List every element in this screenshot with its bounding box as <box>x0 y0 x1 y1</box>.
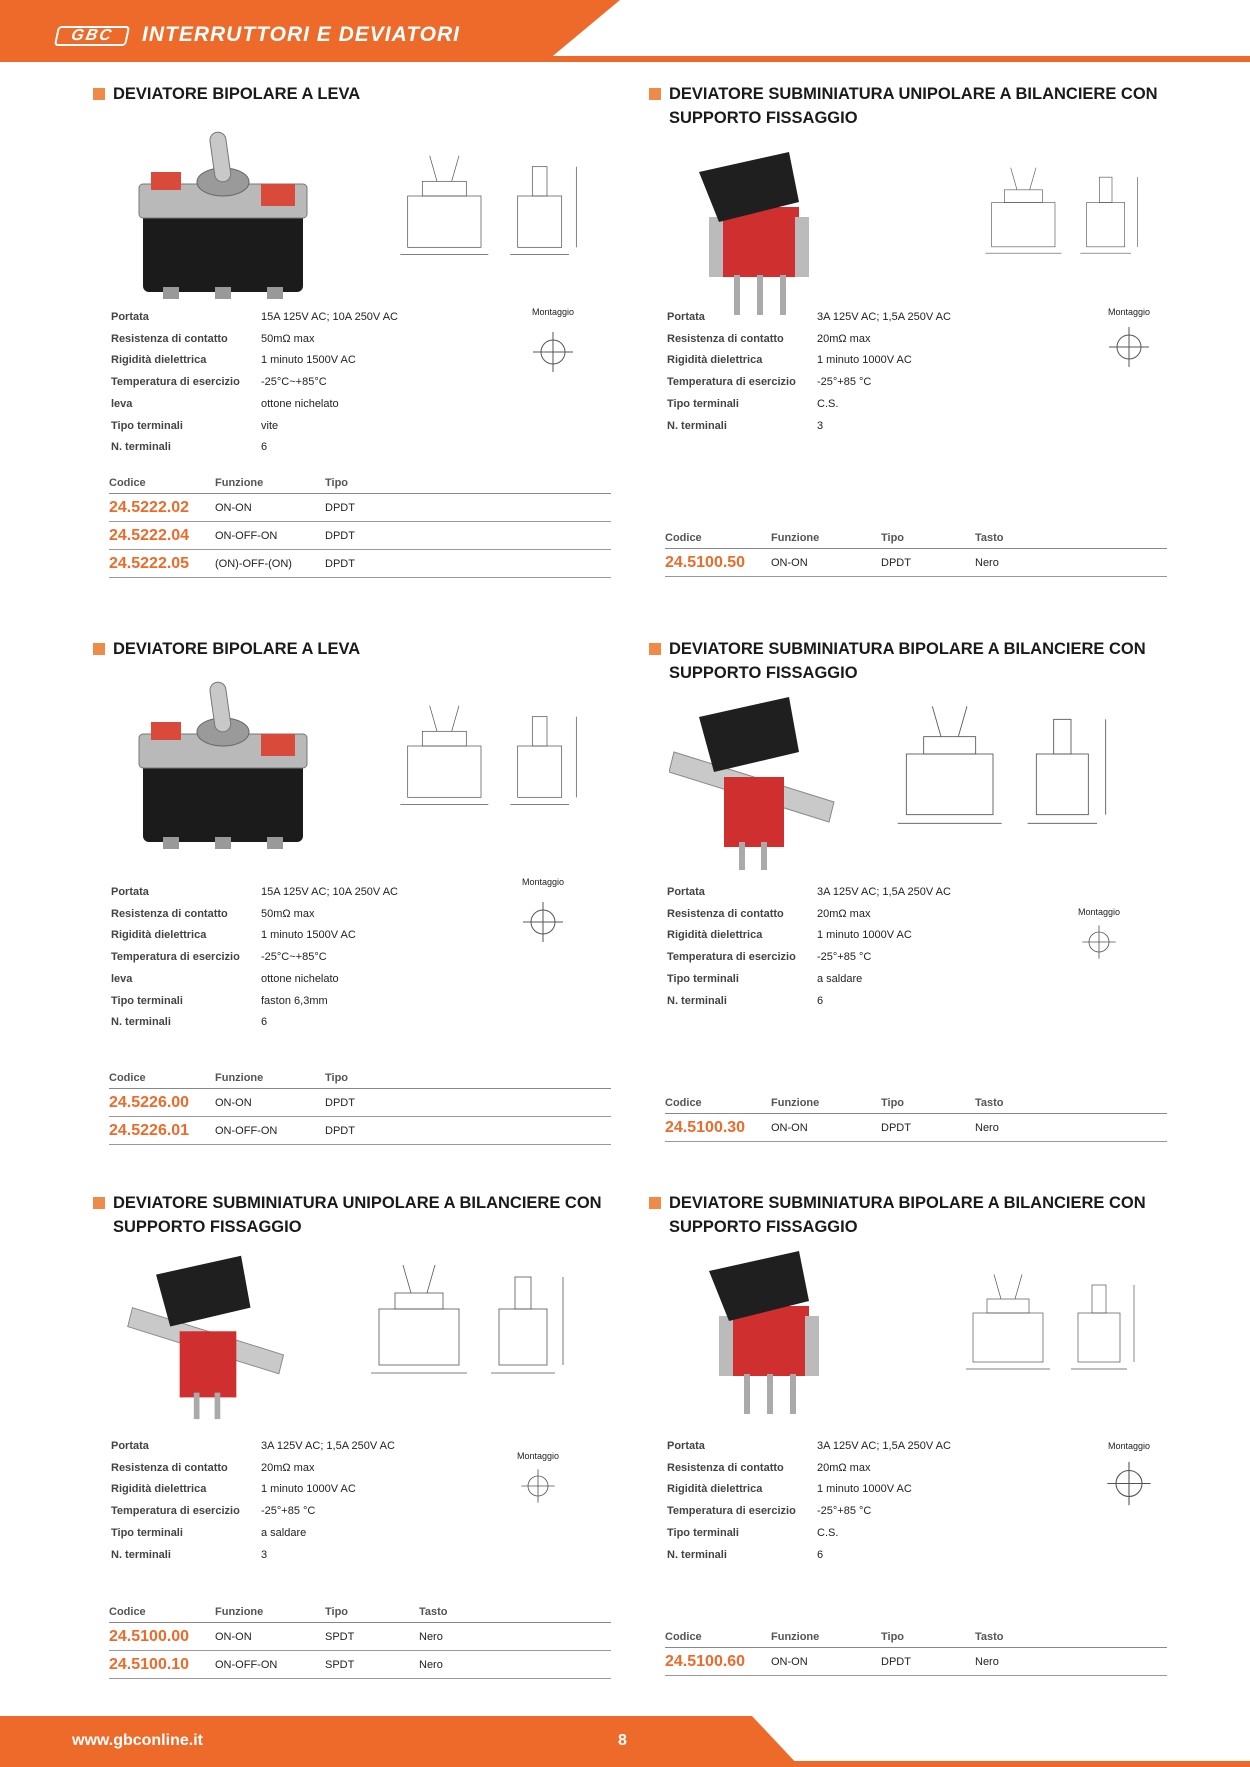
cell-funzione: ON-ON <box>771 556 808 569</box>
cell-tasto: Nero <box>975 1121 999 1134</box>
column-header-funzione: Funzione <box>771 1097 820 1109</box>
mounting-hole-drawing <box>1039 917 1159 967</box>
spec-value: -25°C~+85°C <box>261 951 327 964</box>
spec-value: 3A 125V AC; 1,5A 250V AC <box>817 1440 951 1452</box>
spec-row <box>667 969 951 991</box>
spec-value: 20mΩ max <box>817 1461 871 1474</box>
code-table-header <box>109 1601 611 1623</box>
column-header-funzione: Funzione <box>771 532 820 544</box>
spec-key: Tipo terminali <box>111 1526 183 1539</box>
spec-value: vite <box>261 419 279 432</box>
column-header-tipo: Tipo <box>881 1631 905 1643</box>
cell-funzione: ON-OFF-ON <box>215 1658 278 1671</box>
section-title: DEVIATORE BIPOLARE A LEVA <box>113 85 361 103</box>
spec-value: a saldare <box>817 972 863 985</box>
product-section <box>649 1191 1169 1691</box>
spec-row <box>667 372 951 394</box>
column-header-funzione: Funzione <box>215 1072 264 1084</box>
table-row <box>109 494 611 522</box>
code-table <box>109 472 611 578</box>
spec-value: 6 <box>817 1548 824 1561</box>
spec-key: Temperatura di esercizio <box>667 376 796 389</box>
mounting-diagram <box>513 877 573 961</box>
cell-tipo: DPDT <box>325 501 355 514</box>
spec-key: leva <box>111 397 133 410</box>
product-code[interactable]: 24.5222.04 <box>109 526 190 544</box>
spec-value: 20mΩ max <box>817 907 871 920</box>
mounting-hole-drawing <box>523 317 583 387</box>
spec-row <box>111 991 398 1013</box>
code-table <box>109 1067 611 1145</box>
column-header-codice: Codice <box>665 1631 702 1643</box>
spec-value: 1 minuto 1000V AC <box>817 354 912 367</box>
spec-key: Portata <box>667 886 705 898</box>
montaggio-label: Montaggio <box>516 1451 560 1461</box>
spec-row <box>667 882 951 904</box>
spec-table <box>667 307 951 437</box>
footer-rule <box>780 1761 1250 1767</box>
spec-key: Temperatura di esercizio <box>667 1505 796 1518</box>
cell-funzione: ON-ON <box>215 501 252 514</box>
spec-key: Resistenza di contatto <box>111 332 228 345</box>
spec-row <box>111 416 398 438</box>
spec-table <box>667 1436 951 1566</box>
cell-tasto: Nero <box>975 1655 999 1668</box>
cell-funzione: (ON)-OFF-(ON) <box>215 557 292 570</box>
spec-key: Portata <box>111 1440 149 1452</box>
spec-value: -25°+85 °C <box>817 1505 872 1518</box>
product-photo <box>133 672 313 852</box>
spec-key: N. terminali <box>667 1548 727 1561</box>
column-header-tasto: Tasto <box>975 1631 1004 1643</box>
page-footer <box>0 1716 1250 1767</box>
spec-value: -25°+85 °C <box>817 376 872 389</box>
technical-drawing <box>959 1246 1169 1401</box>
column-header-codice: Codice <box>109 1072 146 1084</box>
product-code[interactable]: 24.5100.60 <box>665 1652 746 1670</box>
mounting-hole-drawing <box>513 887 573 957</box>
spec-value: -25°+85 °C <box>817 951 872 964</box>
cell-tasto: Nero <box>419 1630 443 1643</box>
spec-key: Tipo terminali <box>111 419 183 432</box>
product-code[interactable]: 24.5226.01 <box>109 1121 190 1139</box>
spec-row <box>111 307 398 329</box>
code-table <box>665 1626 1167 1676</box>
spec-key: Resistenza di contatto <box>667 907 784 920</box>
spec-row <box>111 904 398 926</box>
spec-key: Portata <box>667 311 705 323</box>
cell-tipo: DPDT <box>881 1121 911 1134</box>
cell-funzione: ON-ON <box>771 1121 808 1134</box>
spec-value: -25°+85 °C <box>261 1505 316 1518</box>
cell-tipo: DPDT <box>325 557 355 570</box>
spec-row <box>111 329 398 351</box>
spec-key: Resistenza di contatto <box>667 1461 784 1474</box>
montaggio-label: Montaggio <box>531 307 575 317</box>
spec-value: 15A 125V AC; 10A 250V AC <box>261 311 398 323</box>
spec-key: Tipo terminali <box>111 994 183 1007</box>
spec-key: Temperatura di esercizio <box>111 1505 240 1518</box>
spec-key: Rigidità dielettrica <box>111 354 207 367</box>
spec-row <box>111 372 398 394</box>
code-table-header <box>109 472 611 494</box>
website-link[interactable]: www.gbconline.it <box>72 1732 203 1749</box>
column-header-codice: Codice <box>109 1606 146 1618</box>
product-photo <box>123 1251 293 1421</box>
page-header <box>0 0 1250 62</box>
spec-row <box>667 416 951 438</box>
cell-funzione: ON-ON <box>215 1630 252 1643</box>
technical-drawing <box>363 1246 603 1396</box>
column-header-tipo: Tipo <box>881 1097 905 1109</box>
product-photo <box>669 692 839 872</box>
spec-row <box>111 969 398 991</box>
product-section <box>649 82 1169 587</box>
column-header-tasto: Tasto <box>975 532 1004 544</box>
cell-funzione: ON-OFF-ON <box>215 529 278 542</box>
spec-key: Rigidità dielettrica <box>667 1483 763 1496</box>
spec-key: Resistenza di contatto <box>111 907 228 920</box>
spec-key: N. terminali <box>111 441 171 454</box>
cell-funzione: ON-ON <box>215 1096 252 1109</box>
montaggio-label: Montaggio <box>1107 1441 1151 1451</box>
column-header-codice: Codice <box>665 1097 702 1109</box>
spec-value: 1 minuto 1000V AC <box>817 929 912 942</box>
table-row <box>665 1114 1167 1142</box>
spec-key: Rigidità dielettrica <box>111 929 207 942</box>
spec-value: 3A 125V AC; 1,5A 250V AC <box>261 1440 395 1452</box>
spec-value: 1 minuto 1500V AC <box>261 354 356 367</box>
cell-funzione: ON-ON <box>771 1655 808 1668</box>
spec-row <box>111 394 398 416</box>
spec-row <box>667 1501 951 1523</box>
spec-value: 3 <box>261 1548 268 1561</box>
spec-value: C.S. <box>817 397 839 410</box>
spec-table <box>111 307 398 459</box>
spec-value: C.S. <box>817 1526 839 1539</box>
spec-value: 15A 125V AC; 10A 250V AC <box>261 886 398 898</box>
spec-key: Resistenza di contatto <box>667 332 784 345</box>
technical-drawing <box>889 687 1149 847</box>
table-row <box>665 549 1167 577</box>
column-header-codice: Codice <box>665 532 702 544</box>
column-header-funzione: Funzione <box>215 477 264 489</box>
gbc-logo: GBC <box>54 26 130 46</box>
spec-row <box>667 991 951 1013</box>
table-row <box>109 1117 611 1145</box>
mounting-diagram <box>483 1451 593 1515</box>
spec-value: 6 <box>817 994 824 1007</box>
spec-row <box>111 1436 395 1458</box>
spec-row <box>667 947 951 969</box>
column-header-funzione: Funzione <box>215 1606 264 1618</box>
spec-value: -25°C~+85°C <box>261 376 327 389</box>
spec-value: 1 minuto 1500V AC <box>261 929 356 942</box>
spec-row <box>111 1479 395 1501</box>
code-table-header <box>665 1626 1167 1648</box>
column-header-tipo: Tipo <box>325 477 349 489</box>
spec-row <box>667 329 951 351</box>
technical-drawing <box>393 127 613 287</box>
product-section <box>649 637 1169 1157</box>
spec-key: N. terminali <box>667 419 727 432</box>
spec-row <box>667 307 951 329</box>
product-section <box>93 82 613 587</box>
table-row <box>109 550 611 578</box>
spec-value: ottone nichelato <box>261 972 339 985</box>
spec-value: ottone nichelato <box>261 397 339 410</box>
table-row <box>109 522 611 550</box>
spec-table <box>667 882 951 1012</box>
page-title: INTERRUTTORI E DEVIATORI <box>142 23 461 46</box>
product-photo <box>689 1246 839 1416</box>
cell-tipo: DPDT <box>881 1655 911 1668</box>
cell-tasto: Nero <box>419 1658 443 1671</box>
spec-row <box>111 437 398 459</box>
code-table <box>665 1092 1167 1142</box>
spec-value: 3A 125V AC; 1,5A 250V AC <box>817 311 951 323</box>
spec-key: N. terminali <box>111 1016 171 1029</box>
code-table <box>109 1601 611 1679</box>
spec-key: N. terminali <box>111 1548 171 1561</box>
product-code[interactable]: 24.5226.00 <box>109 1093 190 1111</box>
column-header-tipo: Tipo <box>325 1072 349 1084</box>
spec-value: 3A 125V AC; 1,5A 250V AC <box>817 886 951 898</box>
spec-key: Portata <box>111 886 149 898</box>
section-title: DEVIATORE SUBMINIATURA UNIPOLARE A BILANCIERE CON SUPPORTO FISSAGGIO <box>113 1194 602 1236</box>
spec-key: Portata <box>111 311 149 323</box>
cell-tipo: DPDT <box>325 1124 355 1137</box>
spec-row <box>667 1523 951 1545</box>
spec-row <box>667 1545 951 1567</box>
product-section <box>93 1191 613 1691</box>
column-header-tasto: Tasto <box>975 1097 1004 1109</box>
mounting-diagram <box>1099 307 1159 381</box>
table-row <box>109 1089 611 1117</box>
spec-value: a saldare <box>261 1526 307 1539</box>
montaggio-label: Montaggio <box>1107 307 1151 317</box>
mounting-hole-drawing <box>483 1461 593 1511</box>
spec-value: 1 minuto 1000V AC <box>261 1483 356 1496</box>
mounting-diagram <box>523 307 583 391</box>
mounting-hole-drawing <box>1089 1451 1169 1516</box>
spec-value: 20mΩ max <box>817 332 871 345</box>
product-photo <box>133 122 313 302</box>
spec-row <box>111 925 398 947</box>
spec-row <box>667 1479 951 1501</box>
spec-key: N. terminali <box>667 994 727 1007</box>
column-header-tipo: Tipo <box>325 1606 349 1618</box>
section-title: DEVIATORE SUBMINIATURA UNIPOLARE A BILANCIERE CON SUPPORTO FISSAGGIO <box>669 85 1158 127</box>
page-number: 8 <box>618 1732 627 1749</box>
table-row <box>109 1651 611 1679</box>
cell-funzione: ON-OFF-ON <box>215 1124 278 1137</box>
spec-row <box>111 1458 395 1480</box>
spec-table <box>111 882 398 1034</box>
montaggio-label: Montaggio <box>1077 907 1121 917</box>
spec-key: Temperatura di esercizio <box>111 376 240 389</box>
product-code[interactable]: 24.5222.02 <box>109 498 190 516</box>
cell-tipo: SPDT <box>325 1630 355 1643</box>
product-photo <box>679 147 829 317</box>
spec-row <box>667 1436 951 1458</box>
spec-key: Resistenza di contatto <box>111 1461 228 1474</box>
spec-row <box>111 882 398 904</box>
section-title: DEVIATORE BIPOLARE A LEVA <box>113 640 361 658</box>
spec-value: faston 6,3mm <box>261 994 328 1007</box>
table-row <box>665 1648 1167 1676</box>
spec-row <box>111 1012 398 1034</box>
cell-tasto: Nero <box>975 556 999 569</box>
column-header-tasto: Tasto <box>419 1606 448 1618</box>
technical-drawing <box>979 137 1169 287</box>
spec-key: Tipo terminali <box>667 397 739 410</box>
cell-tipo: DPDT <box>325 1096 355 1109</box>
product-code[interactable]: 24.5100.30 <box>665 1118 746 1136</box>
cell-tipo: DPDT <box>325 529 355 542</box>
mounting-diagram <box>1089 1441 1169 1520</box>
montaggio-label: Montaggio <box>521 877 565 887</box>
section-title: DEVIATORE SUBMINIATURA BIPOLARE A BILANCIERE CON SUPPORTO FISSAGGIO <box>669 1194 1146 1236</box>
header-rule <box>540 56 1250 62</box>
spec-key: leva <box>111 972 133 985</box>
section-title: DEVIATORE SUBMINIATURA BIPOLARE A BILANCIERE CON SUPPORTO FISSAGGIO <box>669 640 1146 682</box>
column-header-tipo: Tipo <box>881 532 905 544</box>
mounting-diagram <box>1039 907 1159 971</box>
column-header-codice: Codice <box>109 477 146 489</box>
spec-value: 20mΩ max <box>261 1461 315 1474</box>
product-code[interactable]: 24.5100.00 <box>109 1627 190 1645</box>
column-header-funzione: Funzione <box>771 1631 820 1643</box>
product-code[interactable]: 24.5100.10 <box>109 1655 190 1673</box>
spec-key: Rigidità dielettrica <box>667 929 763 942</box>
spec-value: 50mΩ max <box>261 332 315 345</box>
spec-value: 50mΩ max <box>261 907 315 920</box>
product-code[interactable]: 24.5100.50 <box>665 553 746 571</box>
spec-row <box>111 350 398 372</box>
cell-tipo: SPDT <box>325 1658 355 1671</box>
spec-key: Temperatura di esercizio <box>111 951 240 964</box>
cell-tipo: DPDT <box>881 556 911 569</box>
code-table-header <box>665 527 1167 549</box>
spec-table <box>111 1436 395 1566</box>
code-table-header <box>109 1067 611 1089</box>
spec-key: Tipo terminali <box>667 1526 739 1539</box>
spec-row <box>667 394 951 416</box>
product-section <box>93 637 613 1157</box>
spec-row <box>111 1523 395 1545</box>
spec-row <box>111 1501 395 1523</box>
spec-key: Rigidità dielettrica <box>667 354 763 367</box>
spec-key: Rigidità dielettrica <box>111 1483 207 1496</box>
code-table <box>665 527 1167 577</box>
technical-drawing <box>393 682 613 832</box>
spec-row <box>667 904 951 926</box>
spec-value: 3 <box>817 419 824 432</box>
mounting-hole-drawing <box>1099 317 1159 377</box>
code-table-header <box>665 1092 1167 1114</box>
spec-value: 6 <box>261 441 268 454</box>
spec-row <box>667 350 951 372</box>
spec-row <box>111 947 398 969</box>
spec-value: 6 <box>261 1016 268 1029</box>
spec-key: Temperatura di esercizio <box>667 951 796 964</box>
spec-value: 1 minuto 1000V AC <box>817 1483 912 1496</box>
spec-row <box>667 1458 951 1480</box>
table-row <box>109 1623 611 1651</box>
spec-row <box>111 1545 395 1567</box>
product-code[interactable]: 24.5222.05 <box>109 554 190 572</box>
spec-key: Tipo terminali <box>667 972 739 985</box>
spec-row <box>667 925 951 947</box>
spec-key: Portata <box>667 1440 705 1452</box>
